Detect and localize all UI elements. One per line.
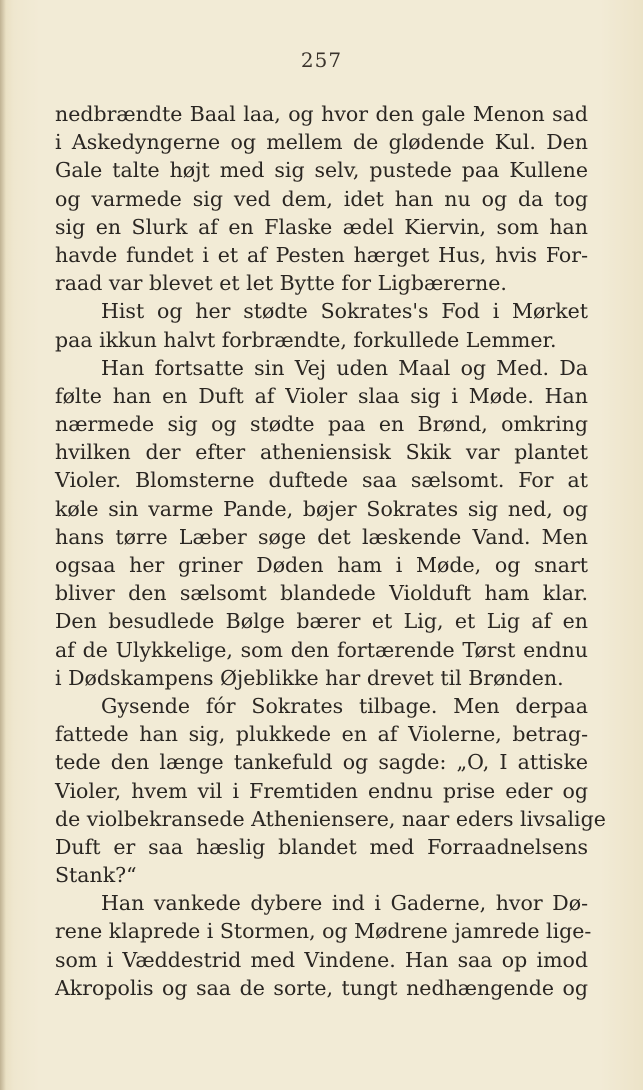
text-line: raad var blevet et let Bytte for Ligbærerne. [55, 271, 507, 296]
text-line: følte han en Duft af Violer slaa sig i Møde. Han [55, 383, 588, 408]
text-line: havde fundet i et af Pesten hærget Hus, hvis For- [55, 242, 588, 267]
text-line: nedbrændte Baal laa, og hvor den gale Menon sad [55, 102, 588, 126]
text-line: ogsaa her griner Døden ham i Møde, og snart [55, 553, 588, 577]
text-line: i Askedyngerne og mellem de glødende Kul. Den [55, 130, 588, 155]
text-line: paa ikkun halvt forbrændte, forkullede Lemmer. [55, 327, 557, 352]
text-line: sig en Slurk af en Flaske ædel Kiervin, som han [55, 214, 588, 239]
text-line: som i Væddestrid med Vindene. Han saa op imod [55, 947, 588, 972]
text-line: af de Ulykkelige, som den fortærende Tørst endnu [55, 637, 588, 662]
text-line: hvilken der efter atheniensisk Skik var plantet [55, 440, 588, 465]
body-text [55, 100, 606, 1002]
text-line: Gale talte højt med sig selv, pustede paa Kullene [55, 158, 588, 183]
text-line: Stank?“ [55, 863, 137, 888]
text-line: tede den længe tankefuld og sagde: „O, I attiske [55, 750, 588, 775]
text-line: rene klaprede i Stormen, og Mødrene jamrede lige- [55, 919, 592, 944]
text-line: bliver den sælsomt blandede Violduft ham klar. [55, 581, 588, 606]
page-gutter-shadow [0, 0, 6, 1090]
paragraph-first-line: Han vankede dybere ind i Gaderne, hvor Dø- [101, 891, 588, 916]
text-line: i Dødskampens Øjeblikke har drevet til Brønden. [55, 665, 564, 690]
text-line: hans tørre Læber søge det læskende Vand. Men [55, 524, 588, 549]
text-line: nærmede sig og stødte paa en Brønd, omkring [55, 412, 588, 437]
text-line: køle sin varme Pande, bøjer Sokrates sig ned, og [55, 496, 588, 521]
paragraph-first-line: Hist og her stødte Sokrates's Fod i Mørket [101, 299, 588, 324]
text-line: og varmede sig ved dem, idet han nu og da tog [55, 186, 588, 211]
text-line: de violbekransede Atheniensere, naar eders livsalige [55, 806, 606, 831]
text-line: Violer. Blomsterne duftede saa sælsomt. For at [55, 468, 588, 493]
text-line: Duft er saa hæslig blandet med Forraadnelsens [55, 834, 588, 859]
page-number: 257 [300, 48, 343, 72]
text-line: Violer, hvem vil i Fremtiden endnu prise eder og [55, 778, 588, 803]
paragraph-first-line: Gysende fór Sokrates tilbage. Men derpaa [101, 693, 588, 718]
text-line: fattede han sig, plukkede en af Violerne, betrag- [55, 722, 588, 747]
paragraph-first-line: Han fortsatte sin Vej uden Maal og Med. Da [101, 355, 588, 380]
text-line: Den besudlede Bølge bærer et Lig, et Lig af en [55, 609, 588, 634]
text-line: Akropolis og saa de sorte, tungt nedhængende og [55, 975, 588, 1000]
